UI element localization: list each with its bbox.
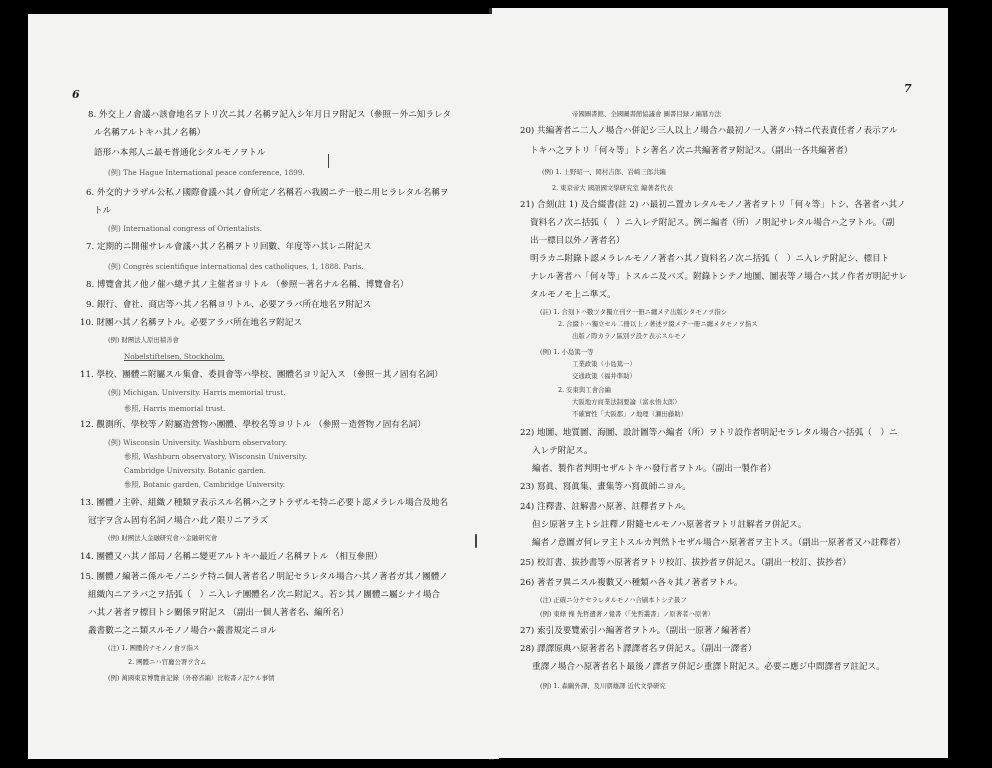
text-line: 但シ原著ヲ主トシ註釋ノ附隨セルモノハ原著者ヲトリ註解者ヲ併記ス。 [532, 520, 807, 530]
text-line: 參照, Washburn observatory, Wisconsin University. [124, 452, 307, 461]
text-line: 不確實性「大阪郡」ノ地理（瀬田藤助） [572, 410, 688, 418]
text-line: 交通政策（福井準助） [572, 372, 636, 380]
text-line: (例) 1. 小島篤一等 [540, 348, 594, 356]
right-page [492, 8, 948, 758]
text-line: 叢書數ニ之ニ類スルモノノ場合ハ叢書規定ニヨル [88, 626, 277, 636]
text-line: 大阪地方商業法制要論（富永悟太郎） [572, 398, 681, 406]
text-line: 冠字ヲ含ム固有名詞ノ場合ハ此ノ限リニアラズ [88, 516, 269, 526]
text-line: 2. 合綴トハ獨立セル二冊以上ノ著述ヲ綴メテ一冊ニ纏メタモノヲ指ス [558, 320, 758, 328]
text-line: 工業政策（小島篤一） [572, 360, 636, 368]
text-line: 8. 外交上ノ會議ハ該會地名ヲトリ次ニ其ノ名稱ヲ記入シ年月日ヲ附記ス（參照－外ニ知ラレタ [88, 110, 451, 120]
left-page [28, 14, 499, 759]
text-line: 出一標目以外ノ著者名） [530, 236, 625, 246]
text-line: (例) International congress of Orientalists. [108, 224, 263, 233]
text-line: 參照, Botanic garden, Cambridge University. [124, 480, 286, 489]
text-line: 14. 團體又ハ其ノ部局ノ名稱ニ變更アルトキハ最近ノ名稱ヲトル （相互參照） [80, 552, 383, 562]
text-line: 8. 博覽會其ノ他ノ催ハ總テ其ノ主催者ヨリトル （參照－著名ナル名稱、博覽會名） [86, 280, 409, 290]
text-line: 12. 觀測所、學校等ノ附屬造營物ハ團體、學校名等ヨリトル （參照－造營物ノ固有名詞） [80, 420, 426, 430]
text-line: 15. 團體ノ編著ニ係ルモノニシテ特ニ個人著者名ノ明記セラレタル場合ハ其ノ著者ガ其ノ團體ノ [80, 572, 448, 582]
text-line: 出版ノ際カラノ區別ヲ設ケ表示スルモノ [572, 332, 687, 340]
text-line: (例) 萬國東京博覽會記錄（外務省編）比較書ノ記ケル事情 [108, 674, 275, 682]
text-line: 20) 共編著者ニ二人ノ場合ハ併記シ三人以上ノ場合ハ最初ノ一人著タハ特ニ代表責任者ノ表示アル [520, 126, 898, 136]
text-line: 2. 安東與工會合編 [558, 386, 611, 394]
text-line: 明ラカニ附錄ト認メラレルモノノ著者ハ其ノ資料名ノ次ニ括弧（ ）ニ入レテ附記シ、標目ト [530, 254, 890, 264]
text-line: (例) Wisconsin University. Washburn observatory. [108, 438, 288, 447]
page-number: 6 [72, 88, 80, 101]
text-line: (例) Michigan. University. Harris memorial trust. [108, 388, 286, 397]
text-line: 24) 注釋書、註解書ハ原著、註釋者ヲトル。 [520, 502, 692, 512]
text-line: 語形ハ本邦人ニ最モ普通化シタルモノヲトル [94, 148, 266, 158]
text-line: 編者、製作者判明セザルトキハ發行者ヲトル。（副出一製作者） [532, 464, 776, 474]
text-line: 26) 著者ヲ異ニスル複數又ハ種類ハ各々其ノ著者ヲトル。 [520, 578, 743, 588]
text-line: 7. 定期的ニ開催サレル會議ハ其ノ名稱ヲトリ回數、年度等ハ其レニ附記ス [86, 242, 372, 252]
text-line: 22) 地圖、地質圖、海圖、設計圖等ハ編者（所）ヲトリ設作者明記セラレタル場合ハ括弧（ ）ニ [520, 428, 898, 438]
text-line: 25) 校訂書、拔抄書等ハ原著者ヲトリ校訂、拔抄者ヲ併記ス。（副出一校訂、拔抄者） [520, 558, 851, 568]
page-number: 7 [904, 82, 912, 95]
text-line: (注) 正確ニ分ケセラレタルモノハ合刷本トシテ扱フ [540, 596, 687, 604]
text-line: ハ其ノ著者ヲ標目トシ關係ヲ附記ス （副出一個人著者名、編所名） [88, 608, 349, 618]
scan-mark [475, 534, 477, 548]
text-line: ナレル著者ハ「何々等」トスルニ及バズ。附錄トシテノ地圖、圖表等ノ場合ハ其ノ作者ガ明記サレ [530, 272, 908, 282]
text-line: 帝國圖書館、全國圖書館協議會 圖書目録ノ編纂方法 [572, 110, 722, 118]
text-line: 重譯ノ場合ハ原著者名ト最後ノ譯者ヲ併記シ重譯ト附記ス。必要ニ應ジ中間譯者ヲ註記ス。 [532, 662, 885, 672]
text-line: ル名稱アルトキハ其ノ名稱） [94, 128, 206, 138]
text-line: 9. 銀行、會社、商店等ハ其ノ名稱ヨリトル、必要アラバ所在地名ヲ附記ス [86, 300, 372, 310]
text-line: (注) 1. 團體的ナモノノ會ヲ指ス [108, 644, 200, 652]
text-line: 編者ノ意圖ガ何レヲ主トスルカ判然トセザル場合ハ原著者ヲ主トス。（副出一原著者又ハ註釋者） [532, 538, 906, 548]
text-line: 參照, Harris memorial trust. [124, 404, 226, 413]
text-line: (例) 財團法人金融研究會ハ金融研究會 [108, 534, 218, 542]
text-line: 2. 東京帝大 國語國文學研究室 編著者代表 [552, 184, 673, 192]
text-line: 資料名ノ次ニ括弧（ ）ニ入レテ附記ス。例ニ編者（所）ノ明記サレタル場合ハ之ヲトル。（副 [530, 218, 895, 228]
text-line: 入レテ附記ス。 [532, 446, 593, 456]
text-line: トル [94, 206, 112, 216]
text-line: 23) 寫眞、寫眞集、畫集等ハ寫眞師ニヨル。 [520, 482, 692, 492]
text-line: 28) 譯譯原典ハ原著者名ト譯譯者名ヲ併記ス。（副出一譯者） [520, 644, 757, 654]
scan-mark [328, 154, 329, 168]
text-line: 21) 合刻(註 1) 及合綴書(註 2) ハ最初ニ置カレタルモノノ著者ヲトリ「何々等」トシ、各著者ハ其ノ [520, 200, 906, 210]
text-line: (例) 1. 森鷗外譯、及川朝雄譯 近代文學研究 [540, 682, 666, 690]
text-line: Cambridge University. Botanic garden. [124, 466, 267, 475]
text-line: (例) 財團法人原田積善會 [108, 336, 179, 344]
text-line: (例) The Hague International peace conference, 1899. [108, 168, 305, 177]
text-line: トキハ之ヲトリ「何々等」トシ著名ノ次ニ共編著者ヲ附記ス。（副出一各共編著者） [530, 146, 853, 156]
text-line: Nobelstiftelsen, Stockholm. [124, 352, 225, 361]
text-line: (註) 1. 合刻トハ數ツタ獨立刊ヲ一冊ニ纏メテ出版シタモノヲ指シ [540, 308, 728, 316]
text-line: (例) 東條 操 先哲遺著ノ覺書（「先哲叢書」ノ原著者ハ原著） [540, 610, 715, 618]
text-line: 2. 團體ニハ官廳公署ヲ含ム [128, 658, 207, 666]
text-line: 組織內ニアラバ之ヲ括弧（ ）ニ入レテ團體名ノ次ニ附記ス。若シ其ノ團體ニ屬シナイ場合 [88, 590, 441, 600]
text-line: 13. 團體ノ主幹、組織ノ種類ヲ表示スル名稱ハ之ヲトラザルモ特ニ必要ト認メラレル場合及地名 [80, 498, 449, 508]
text-line: (例) Congrès scientifique international des catholiques, 1, 1888. Paris. [108, 262, 364, 271]
text-line: 11. 學校、團體ニ附屬スル集會、委員會等ハ學校、團體名ヨリ記入ス （參照－其ノ固有名詞） [80, 370, 443, 380]
text-line: 27) 索引及要覽索引ハ編著者ヲトル。（副出一原著ノ編著者） [520, 626, 756, 636]
text-line: (例) 1. 上野昭一、岡村吉郎、岩崎三郎共編 [542, 168, 666, 176]
text-line: 10. 財團ハ其ノ名稱ヲトル。必要アラバ所在地名ヲ附記ス [80, 318, 302, 328]
text-line: 6. 外交的ナラザル公私ノ國際會議ハ其ノ會所定ノ名稱若ハ我國ニテ一般ニ用ヒラレタル名稱ヲ [86, 188, 449, 198]
text-line: タルモノモ上ニ準ズ。 [530, 290, 616, 300]
